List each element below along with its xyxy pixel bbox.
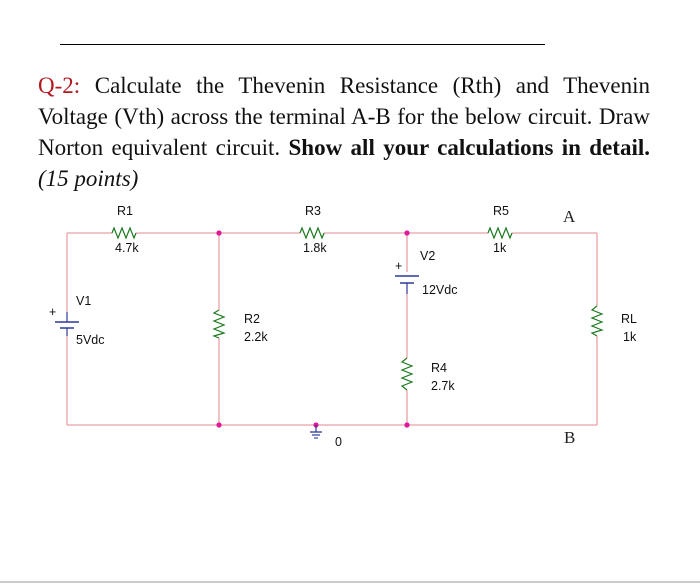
resistor-r4	[402, 358, 412, 390]
question-number: Q-2:	[38, 73, 81, 98]
voltage-source-v1	[49, 305, 79, 336]
rl-value: 1k	[623, 330, 637, 344]
bottom-divider	[0, 581, 700, 583]
node	[216, 422, 221, 427]
terminal-a-label: A	[563, 207, 576, 226]
terminal-b-label: B	[564, 428, 576, 447]
rl-name: RL	[621, 312, 637, 326]
r1-name: R1	[117, 204, 133, 218]
r5-name: R5	[493, 204, 509, 218]
resistor-r2	[214, 310, 224, 338]
wires	[67, 233, 597, 425]
ground-icon	[310, 425, 322, 438]
ground-label: 0	[335, 435, 342, 449]
r3-value: 1.8k	[303, 241, 327, 255]
node	[404, 230, 409, 235]
resistor-rl	[592, 306, 602, 336]
polarity-plus-icon: +	[49, 305, 57, 319]
r3-name: R3	[305, 204, 321, 218]
polarity-plus-icon: +	[395, 259, 403, 273]
nodes	[216, 230, 409, 427]
node	[216, 230, 221, 235]
question-points: (15 points)	[38, 166, 139, 191]
r4-name: R4	[431, 361, 447, 375]
r2-value: 2.2k	[244, 330, 268, 344]
resistor-r1	[112, 228, 136, 238]
r2-name: R2	[244, 312, 260, 326]
v2-value: 12Vdc	[422, 283, 458, 297]
r5-value: 1k	[493, 241, 507, 255]
resistor-r5	[488, 228, 512, 238]
resistor-r3	[300, 228, 324, 238]
v2-name: V2	[420, 249, 436, 263]
node	[404, 422, 409, 427]
v1-name: V1	[76, 294, 92, 308]
question-body: Calculate the Thevenin Resistance (Rth) and Thevenin Voltage (Vth) across the terminal A-B for the below circuit. Draw Norton equivalent circuit.	[38, 73, 650, 160]
question-emphasis: Show all your calculations in detail.	[288, 135, 650, 160]
r1-value: 4.7k	[115, 241, 139, 255]
v1-value: 5Vdc	[76, 333, 105, 347]
r4-value: 2.7k	[431, 379, 455, 393]
